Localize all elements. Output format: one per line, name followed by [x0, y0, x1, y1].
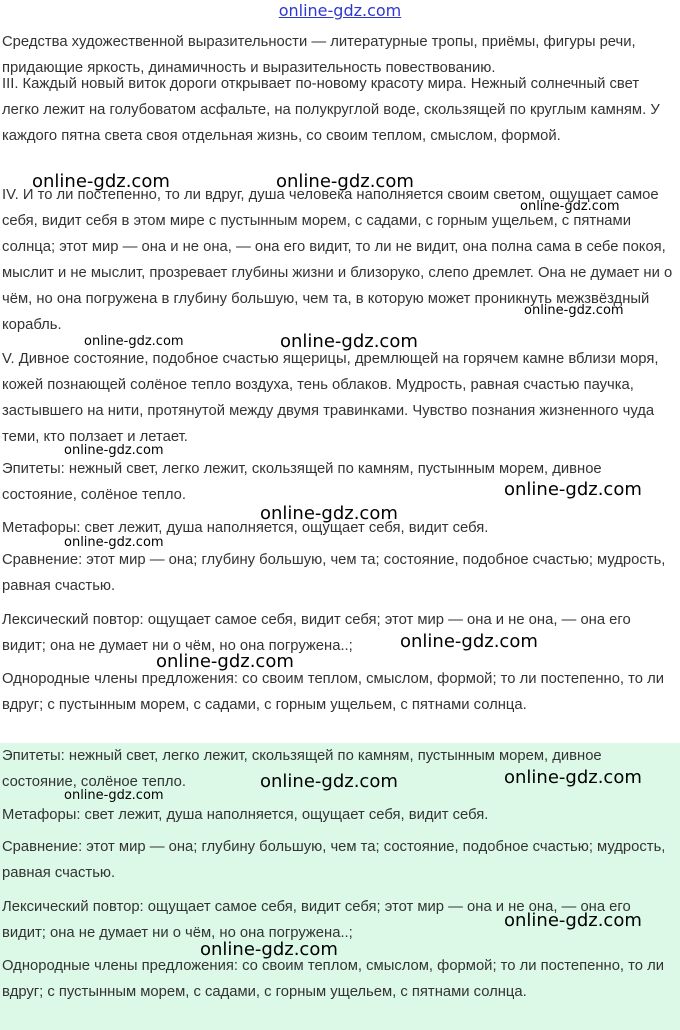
highlighted-comparison-line: Сравнение: этот мир — она; глубину большую, чем та; состояние, подобное счастью; мудрость, равная счастью.: [2, 839, 666, 881]
watermark: online-gdz.com: [280, 331, 418, 352]
watermark: online-gdz.com: [260, 503, 398, 524]
watermark: online-gdz.com: [64, 535, 164, 550]
paragraph-4: IV. И то ли постепенно, то ли вдруг, душа человека наполняется своим светом, ощущает самое себя, видит себя в этом мире с пустынным морем, с садами, с горным ущельем, с пятнами солнца; этот мир — она и не она, — она его видит, то ли не видит, она полна сама в себе покоя, мыслит и не мыслит, прозревает глубины жизни и близоруко, слепо дремлет. Она не думает ни о чём, но она погружена в глубину большую, чем та, в которую может проникнуть межзвёздный корабль.: [2, 187, 673, 333]
watermark: online-gdz.com: [32, 171, 170, 192]
watermark: online-gdz.com: [504, 767, 642, 788]
metaphors-line: Метафоры: свет лежит, душа наполняется, ощущает себя, видит себя.: [2, 520, 489, 536]
watermark: online-gdz.com: [200, 939, 338, 960]
highlighted-epithets-line: Эпитеты: нежный свет, легко лежит, скользящей по камням, пустынным морем, дивное состояние, солёное тепло.: [2, 748, 602, 790]
epithets-line: Эпитеты: нежный свет, легко лежит, скользящей по камням, пустынным морем, дивное состояние, солёное тепло.: [2, 461, 602, 503]
watermark: online-gdz.com: [504, 910, 642, 931]
site-link[interactable]: online-gdz.com: [278, 1, 402, 20]
highlighted-repetition-line: Лексический повтор: ощущает самое себя, видит себя; этот мир — она и не она, — она его видит; она не думает ни о чём, но она погружена..;: [2, 899, 631, 941]
watermark: online-gdz.com: [84, 334, 184, 349]
highlighted-metaphors-line: Метафоры: свет лежит, душа наполняется, ощущает себя, видит себя.: [2, 807, 489, 823]
intro-paragraph: Средства художественной выразительности — литературные тропы, приёмы, фигуры речи, придающие яркость, динамичность и выразительность повествованию.: [2, 34, 636, 76]
watermark: online-gdz.com: [520, 199, 620, 214]
watermark: online-gdz.com: [276, 171, 414, 192]
highlighted-homogeneous-line: Однородные члены предложения: со своим теплом, смыслом, формой; то ли постепенно, то ли вдруг; с пустынным морем, с садами, с горным ущельем, с пятнами солнца.: [2, 958, 665, 1000]
watermark: online-gdz.com: [400, 631, 538, 652]
watermark: online-gdz.com: [524, 303, 624, 318]
watermark: online-gdz.com: [64, 788, 164, 803]
paragraph-3: III. Каждый новый виток дороги открывает по-новому красоту мира. Нежный солнечный свет легко лежит на голубоватом асфальте, на полукруглой воде, скользящей по круглым камням. У каждого пятна света своя отдельная жизнь, со своим теплом, смыслом, формой.: [2, 76, 660, 144]
watermark: online-gdz.com: [260, 771, 398, 792]
watermark: online-gdz.com: [156, 651, 294, 672]
comparison-line: Сравнение: этот мир — она; глубину большую, чем та; состояние, подобное счастью; мудрость, равная счастью.: [2, 552, 666, 594]
homogeneous-line: Однородные члены предложения: со своим теплом, смыслом, формой; то ли постепенно, то ли вдруг; с пустынным морем, с садами, с горным ущельем, с пятнами солнца.: [2, 671, 665, 713]
watermark: online-gdz.com: [64, 443, 164, 458]
repetition-line: Лексический повтор: ощущает самое себя, видит себя; этот мир — она и не она, — она его видит; она не думает ни о чём, но она погружена..;: [2, 612, 631, 654]
watermark: online-gdz.com: [504, 479, 642, 500]
paragraph-5: V. Дивное состояние, подобное счастью ящерицы, дремлющей на горячем камне вблизи моря, кожей познающей солёное тепло воздуха, тень облаков. Мудрость, равная счастью паучка, застывшего на нити, протянутой между двумя травинками. Чувство познания жизненного чуда теми, кто ползает и летает.: [2, 351, 659, 445]
